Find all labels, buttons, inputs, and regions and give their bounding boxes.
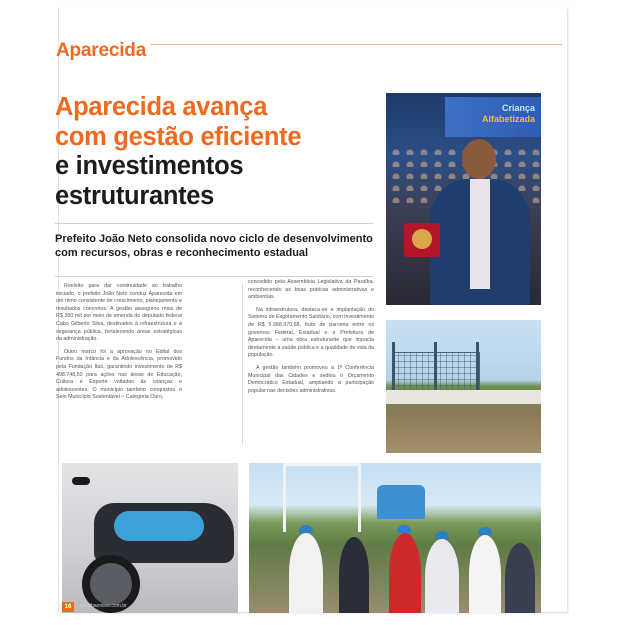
- body-column-1: [56, 283, 182, 407]
- body-paragraph: A gestão também promoveu a 1ª Conferência Municipal das Cidades e sediou o Orçamento Democrático Estadual, ampliando a participação popular nas decisões administrativas.: [248, 364, 374, 394]
- attendee-cap: [478, 527, 492, 535]
- body-paragraph: concedido pela Assembleia Legislativa da Paraíba, reconhecendo as boas práticas administrativas e ambientais.: [248, 279, 374, 301]
- attendee-cap: [299, 525, 313, 533]
- headline-line-3: e investimentos: [55, 152, 244, 180]
- mayor-head: [462, 139, 496, 179]
- body-paragraph: Outro marco foi a aprovação no Edital dos Fundos da Infância e da Adolescência, promovido pela Fundação Itaú, garantindo investimento de R$ 498.748,50 para ações nas áreas de Educação, Cultura e Esporte voltadas às crianças e adolescentes. O município também conquistou o Selo Município Sustentável – Categoria Ouro,: [56, 348, 182, 401]
- court-post: [392, 342, 395, 397]
- page-number: 16: [62, 602, 74, 612]
- attendee: [469, 535, 501, 613]
- court-post: [476, 342, 479, 397]
- body-paragraph: Reeleito para dar continuidade ao trabalho iniciado, o prefeito João Neto conduz Aparecida em um ritmo consistente de crescimento, planejamento e resultados concretos. A gestão assegurou mais de R$ 350 mil por meio de emenda do deputado federal Cabo Gilberto Silva, destinados à infraestrutura e à segurança pública, fortalecendo áreas estratégicas da administração.: [56, 283, 182, 343]
- footer-url: paraibaonline.com.br: [80, 603, 127, 609]
- column-divider: [242, 283, 243, 445]
- article-headline: [55, 93, 385, 211]
- motorcycle-photo: [62, 463, 238, 613]
- attendee: [289, 533, 323, 613]
- banner-text-1: Criança: [501, 103, 535, 113]
- water-tank: [377, 485, 425, 519]
- body-column-2: [248, 279, 374, 400]
- court-wall: [386, 390, 541, 404]
- attendee: [389, 533, 421, 613]
- water-tower-frame: [283, 463, 361, 532]
- moto-mirror: [72, 477, 90, 485]
- mayor-photo: [386, 93, 541, 305]
- article-subtitle: Prefeito João Neto consolida novo ciclo de desenvolvimento com recursos, obras e reconhecimento estadual: [55, 233, 373, 259]
- section-rule: [150, 44, 562, 45]
- court-post: [434, 342, 437, 397]
- attendee: [339, 537, 369, 613]
- mayor-shirt: [470, 179, 490, 289]
- sports-court-photo: [386, 320, 541, 453]
- section-label: Aparecida: [56, 40, 147, 61]
- subtitle-divider: [55, 276, 373, 277]
- body-paragraph: Na infraestrutura, destaca-se a implantação do Sistema de Esgotamento Sanitário, com investimento de R$ 5.988.970,68, fruto de parceria entre os governos Federal, Estadual e a Prefeitura de Aparecida – uma obra estruturante que impacta diretamente a saúde pública e a qualidade de vida da população.: [248, 306, 374, 359]
- headline-divider: [55, 223, 373, 224]
- headline-line-1: Aparecida avança: [55, 93, 268, 121]
- attendee-cap: [397, 525, 411, 533]
- attendee: [505, 543, 535, 613]
- group-event-photo: [249, 463, 541, 613]
- headline-line-4: estruturantes: [55, 181, 215, 210]
- event-banner: [445, 97, 541, 137]
- headline-line-2: com gestão eficiente: [55, 122, 302, 151]
- attendee: [425, 539, 459, 613]
- award-medal: [412, 229, 432, 249]
- banner-text-2: Alfabetizada: [481, 114, 535, 124]
- moto-tank: [114, 511, 204, 541]
- attendee-cap: [435, 531, 449, 539]
